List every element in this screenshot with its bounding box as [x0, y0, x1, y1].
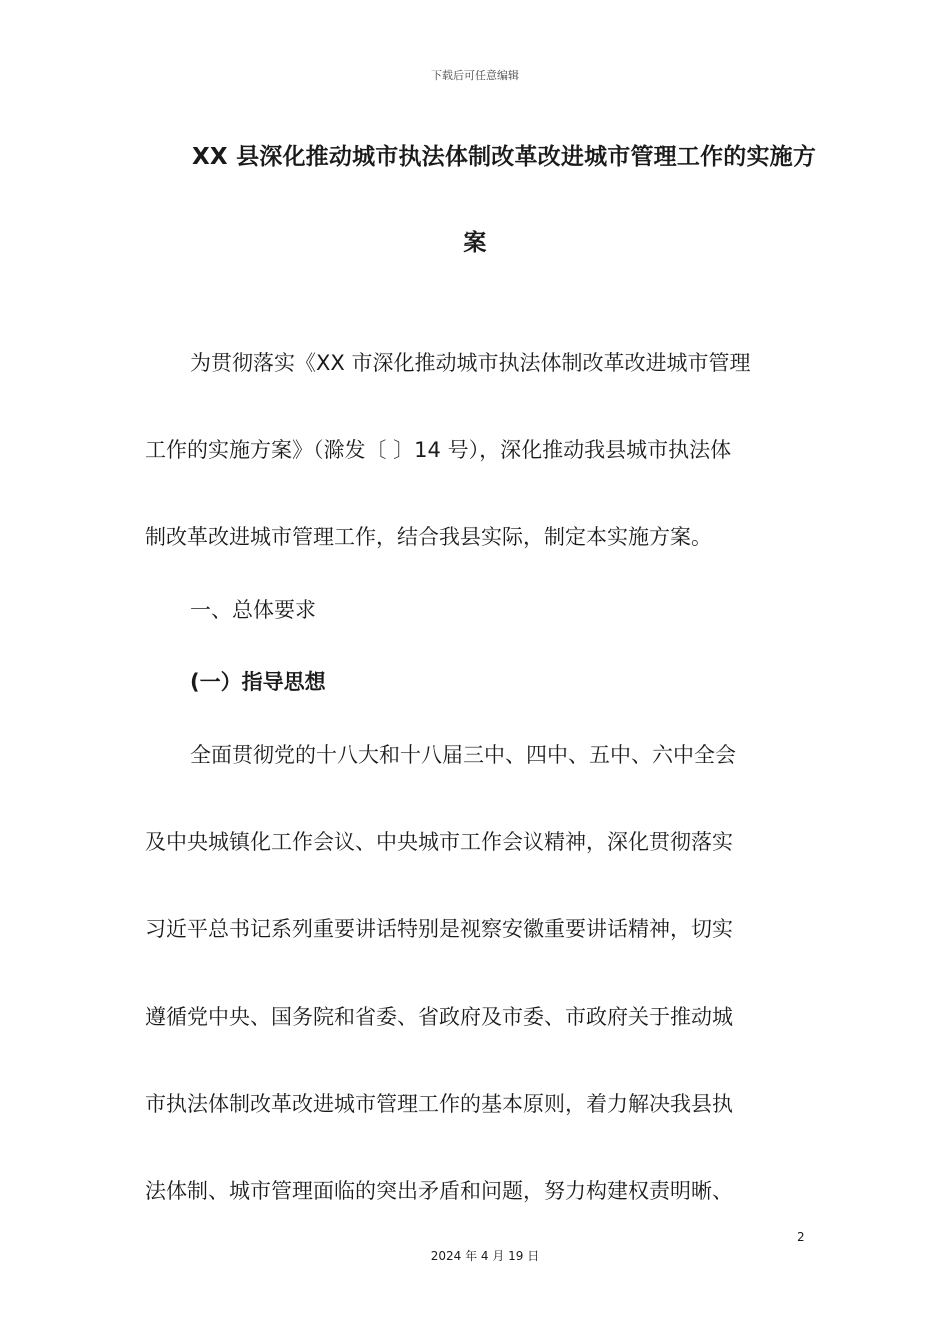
- header-note: 下载后可任意编辑: [431, 69, 519, 82]
- body-line-6: 全面贯彻党的十八大和十八届三中、四中、五中、六中全会: [190, 743, 736, 767]
- body-line-3: 制改革改进城市管理工作，结合我县实际，制定本实施方案。: [145, 525, 712, 549]
- body-line-1: 为贯彻落实《XX 市深化推动城市执法体制改革改进城市管理: [190, 351, 751, 375]
- document-title-line-2: 案: [463, 230, 487, 256]
- footer-date: 2024 年 4 月 19 日: [430, 1249, 540, 1263]
- body-line-2: 工作的实施方案》（滁发〔 〕14 号），深化推动我县城市执法体: [145, 438, 732, 462]
- document-title-line-1: XX 县深化推动城市执法体制改革改进城市管理工作的实施方: [192, 144, 817, 170]
- body-line-11: 法体制、城市管理面临的突出矛盾和问题，努力构建权责明晰、: [145, 1179, 733, 1203]
- body-line-7: 及中央城镇化工作会议、中央城市工作会议精神，深化贯彻落实: [145, 830, 733, 854]
- section-heading-1: 一、总体要求: [190, 598, 316, 622]
- page-number: 2: [797, 1230, 805, 1244]
- body-line-8: 习近平总书记系列重要讲话特别是视察安徽重要讲话精神，切实: [145, 917, 733, 941]
- body-line-9: 遵循党中央、国务院和省委、省政府及市委、市政府关于推动城: [145, 1005, 733, 1029]
- subsection-heading-1: (一）指导思想: [190, 670, 326, 694]
- body-line-10: 市执法体制改革改进城市管理工作的基本原则，着力解决我县执: [145, 1092, 733, 1116]
